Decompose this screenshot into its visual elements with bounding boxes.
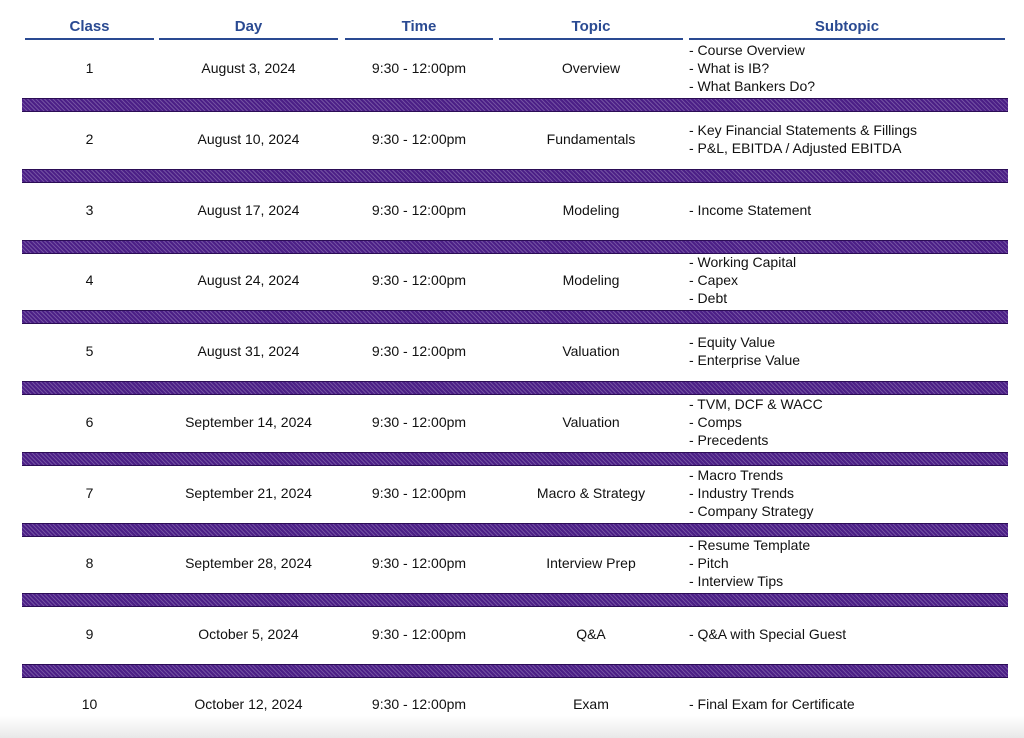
day-cell: September 21, 2024 [185, 485, 312, 501]
topic-cell: Modeling [562, 272, 620, 288]
day-cell: September 28, 2024 [185, 555, 312, 571]
class-cell: 5 [85, 343, 94, 359]
time-cell: 9:30 - 12:00pm [371, 626, 467, 642]
row-separator-band [22, 98, 1008, 112]
table-row [0, 182, 1024, 238]
class-cell: 10 [81, 696, 98, 712]
day-cell: October 12, 2024 [194, 696, 303, 712]
subtopic-item: - TVM, DCF & WACC [689, 396, 823, 412]
row-separator-band [22, 381, 1008, 395]
subtopic-item: - P&L, EBITDA / Adjusted EBITDA [689, 140, 902, 156]
table-row [0, 394, 1024, 450]
time-cell: 9:30 - 12:00pm [371, 485, 467, 501]
time-cell: 9:30 - 12:00pm [371, 343, 467, 359]
subtopic-item: - Debt [689, 290, 728, 306]
subtopic-cell [689, 465, 1009, 521]
day-cell: August 31, 2024 [197, 343, 300, 359]
row-separator-band [22, 169, 1008, 183]
subtopic-cell [689, 40, 1009, 96]
day-cell: August 3, 2024 [201, 60, 296, 76]
header-time: Time [345, 0, 493, 40]
header-topic: Topic [499, 0, 683, 40]
day-cell: September 14, 2024 [185, 414, 312, 430]
class-cell: 4 [85, 272, 94, 288]
header-class: Class [25, 0, 154, 40]
topic-cell: Exam [573, 696, 609, 712]
subtopic-item: - Course Overview [689, 42, 805, 58]
table-row [0, 40, 1024, 96]
subtopic-item: - Q&A with Special Guest [689, 626, 847, 642]
time-cell: 9:30 - 12:00pm [371, 202, 467, 218]
topic-cell: Q&A [576, 626, 606, 642]
row-separator-band [22, 593, 1008, 607]
subtopic-item: - Working Capital [689, 254, 797, 270]
topic-cell: Modeling [562, 202, 620, 218]
day-cell: August 10, 2024 [197, 131, 300, 147]
time-cell: 9:30 - 12:00pm [371, 272, 467, 288]
header-day: Day [159, 0, 338, 40]
topic-cell: Valuation [562, 414, 620, 430]
subtopic-item: - Income Statement [689, 202, 812, 218]
class-cell: 8 [85, 555, 94, 571]
time-cell: 9:30 - 12:00pm [371, 414, 467, 430]
day-cell: October 5, 2024 [198, 626, 299, 642]
subtopic-item: - Equity Value [689, 334, 776, 350]
subtopic-item: - Final Exam for Certificate [689, 696, 855, 712]
subtopic-item: - Company Strategy [689, 503, 814, 519]
subtopic-item: - Macro Trends [689, 467, 784, 483]
class-cell: 2 [85, 131, 94, 147]
table-row [0, 111, 1024, 167]
table-row [0, 323, 1024, 379]
topic-cell: Valuation [562, 343, 620, 359]
subtopic-item: - Comps [689, 414, 742, 430]
time-cell: 9:30 - 12:00pm [371, 60, 467, 76]
table-row [0, 252, 1024, 308]
class-cell: 3 [85, 202, 94, 218]
topic-cell: Macro & Strategy [536, 485, 646, 501]
subtopic-item: - Resume Template [689, 537, 811, 553]
topic-cell: Interview Prep [546, 555, 636, 571]
time-cell: 9:30 - 12:00pm [371, 696, 467, 712]
time-cell: 9:30 - 12:00pm [371, 131, 467, 147]
subtopic-item: - What is IB? [689, 60, 770, 76]
subtopic-cell [689, 394, 1009, 450]
day-cell: August 17, 2024 [197, 202, 300, 218]
subtopic-cell [689, 182, 1009, 238]
subtopic-cell [689, 252, 1009, 308]
class-cell: 7 [85, 485, 94, 501]
subtopic-item: - Pitch [689, 555, 729, 571]
class-cell: 1 [85, 60, 94, 76]
subtopic-item: - Capex [689, 272, 739, 288]
subtopic-item: - Industry Trends [689, 485, 795, 501]
subtopic-cell [689, 676, 1009, 732]
class-cell: 6 [85, 414, 94, 430]
time-cell: 9:30 - 12:00pm [371, 555, 467, 571]
header-subtopic: Subtopic [689, 0, 1005, 40]
subtopic-item: - Interview Tips [689, 573, 784, 589]
topic-cell: Overview [561, 60, 621, 76]
subtopic-cell [689, 111, 1009, 167]
table-header [0, 0, 1024, 40]
table-row [0, 606, 1024, 662]
subtopic-cell [689, 535, 1009, 591]
subtopic-item: - Key Financial Statements & Fillings [689, 122, 917, 138]
table-row [0, 465, 1024, 521]
subtopic-item: - What Bankers Do? [689, 78, 816, 94]
subtopic-item: - Precedents [689, 432, 769, 448]
table-row [0, 676, 1024, 732]
row-separator-band [22, 452, 1008, 466]
topic-cell: Fundamentals [546, 131, 636, 147]
class-cell: 9 [85, 626, 94, 642]
day-cell: August 24, 2024 [197, 272, 300, 288]
table-row [0, 535, 1024, 591]
row-separator-band [22, 310, 1008, 324]
subtopic-item: - Enterprise Value [689, 352, 801, 368]
subtopic-cell [689, 323, 1009, 379]
subtopic-cell [689, 606, 1009, 662]
